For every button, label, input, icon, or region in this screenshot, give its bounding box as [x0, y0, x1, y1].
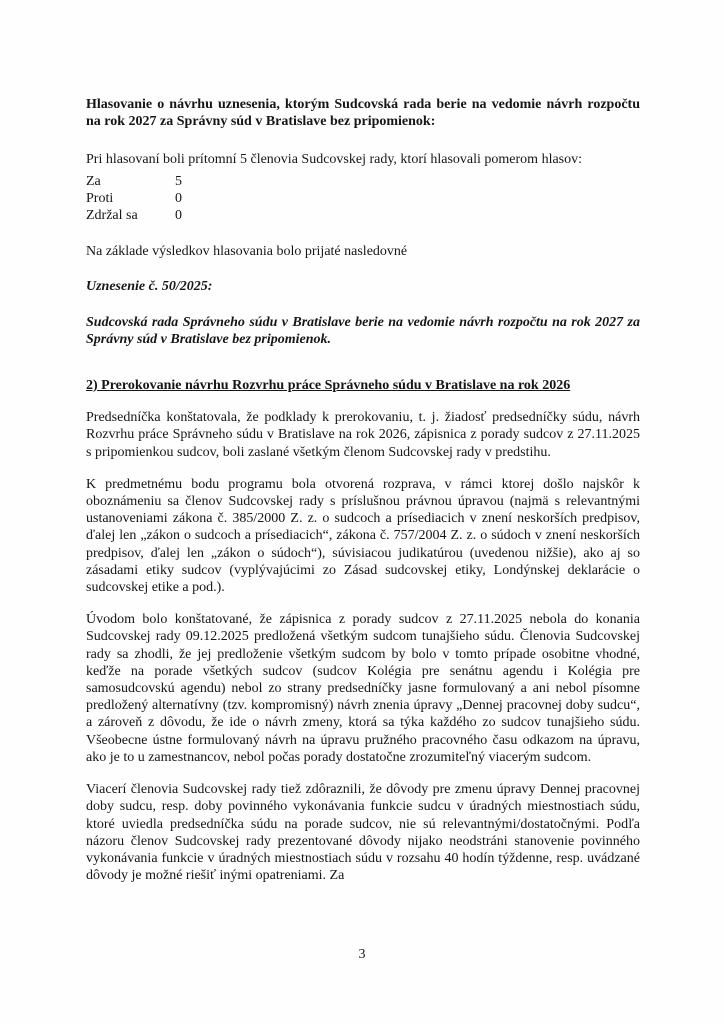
paragraph: Predsedníčka konštatovala, že podklady k prerokovaniu, t. j. žiadosť predsedníčky súdu, návrh Rozvrhu práce Správneho súdu v Bratislave na rok 2026, zápisnica z porady sudcov z 27.11.2025 s pripomienkou sudcov, boli zaslané všetkým členom Sudcovskej rady v predstihu.: [86, 410, 640, 460]
vote-value: 0: [175, 208, 182, 224]
vote-value: 0: [175, 190, 182, 206]
paragraph: Úvodom bolo konštatované, že zápisnica z porady sudcov z 27.11.2025 nebola do konania Sudcovskej rady 09.12.2025 predložená všetkým sudcom tunajšieho súdu. Členovia Sudcovskej rady sa zhodli, že jej predloženie všetkým sudcom by bolo v tomto prípade osobitne vhodné, keďže na porade všetkých sudcov (sudcov Kolégia pre senátnu agendu i Kolégia pre samosudcovskú agendu) nebol zo strany predsedníčky jasne formulovaný a ani nebol písomne predložený alternatívny (tzv. kompromisný) návrh znenia úpravy „Dennej pracovnej doby sudcu“, a zároveň z dôvodu, že ide o návrh zmeny, ktorá sa týka každého zo sudcov tunajšieho súdu. Všeobecne ústne formulovaný návrh na úpravu pružného pracovného času odkazom na úpravu, ako je to u zamestnancov, nebol počas porady dostatočne zrozumiteľný viacerým sudcom.: [86, 612, 640, 765]
vote-row: [86, 190, 640, 207]
vote-row: [86, 173, 640, 190]
vote-label: Proti: [86, 190, 114, 206]
paragraph: K predmetnému bodu programu bola otvorená rozprava, v rámci ktorej došlo najskôr k oboznámeniu sa členov Sudcovskej rady s príslušnou právnou úpravou (najmä s relevantnými ustanoveniami zákona č. 385/2000 Z. z. o sudcoch a prísediacich v znení neskorších predpisov, ďalej len „zákon o sudcoch a prísediacich“, zákona č. 757/2004 Z. z. o súdoch v znení neskorších predpisov, ďalej len „zákon o súdoch“), súvisiacou judikatúrou (uvedenou nižšie), ako aj so zásadami etiky sudcov (vyplývajúcimi zo Zásad sudcovskej etiky, Londýnskej deklarácie o sudcovskej etike a pod.).: [86, 476, 640, 596]
vote-label: Zdržal sa: [86, 208, 138, 224]
vote-label: Za: [86, 173, 101, 189]
vote-value: 5: [175, 173, 182, 189]
voting-heading: Hlasovanie o návrhu uznesenia, ktorým Sudcovská rada berie na vedomie návrh rozpočtu na rok 2027 za Správny súd v Bratislave bez pripomienok:: [86, 97, 640, 130]
vote-table: [86, 173, 640, 225]
vote-row: [86, 207, 640, 224]
page-number: 3: [358, 947, 366, 962]
voting-intro: Pri hlasovaní boli prítomní 5 členovia Sudcovskej rady, ktorí hlasovali pomerom hlasov:: [86, 152, 583, 168]
section-heading: 2) Prerokovanie návrhu Rozvrhu práce Správneho súdu v Bratislave na rok 2026: [86, 378, 571, 394]
resolution-text: Sudcovská rada Správneho súdu v Bratislave berie na vedomie návrh rozpočtu na rok 2027 za Správny súd v Bratislave bez pripomienok.: [86, 314, 640, 347]
paragraph: Viacerí členovia Sudcovskej rady tiež zdôraznili, že dôvody pre zmenu úpravy Dennej pracovnej doby sudcu, resp. doby povinného vykonávania funkcie sudcu v úradných miestnostiach súdu, ktoré uviedla predsedníčka súdu na porade sudcov, nie sú relevantnými/dostatočnými. Podľa názoru členov Sudcovskej rady prezentované dôvody nijako neodstráni stanovenie povinného vykonávania funkcie v úradných miestnostiach súdu v rozsahu 40 hodín týždenne, resp. uvádzané dôvody je možné riešiť inými opatreniami. Za: [86, 782, 640, 884]
result-line: Na základe výsledkov hlasovania bolo prijaté nasledovné: [86, 244, 408, 260]
resolution-number: Uznesenie č. 50/2025:: [86, 279, 213, 295]
